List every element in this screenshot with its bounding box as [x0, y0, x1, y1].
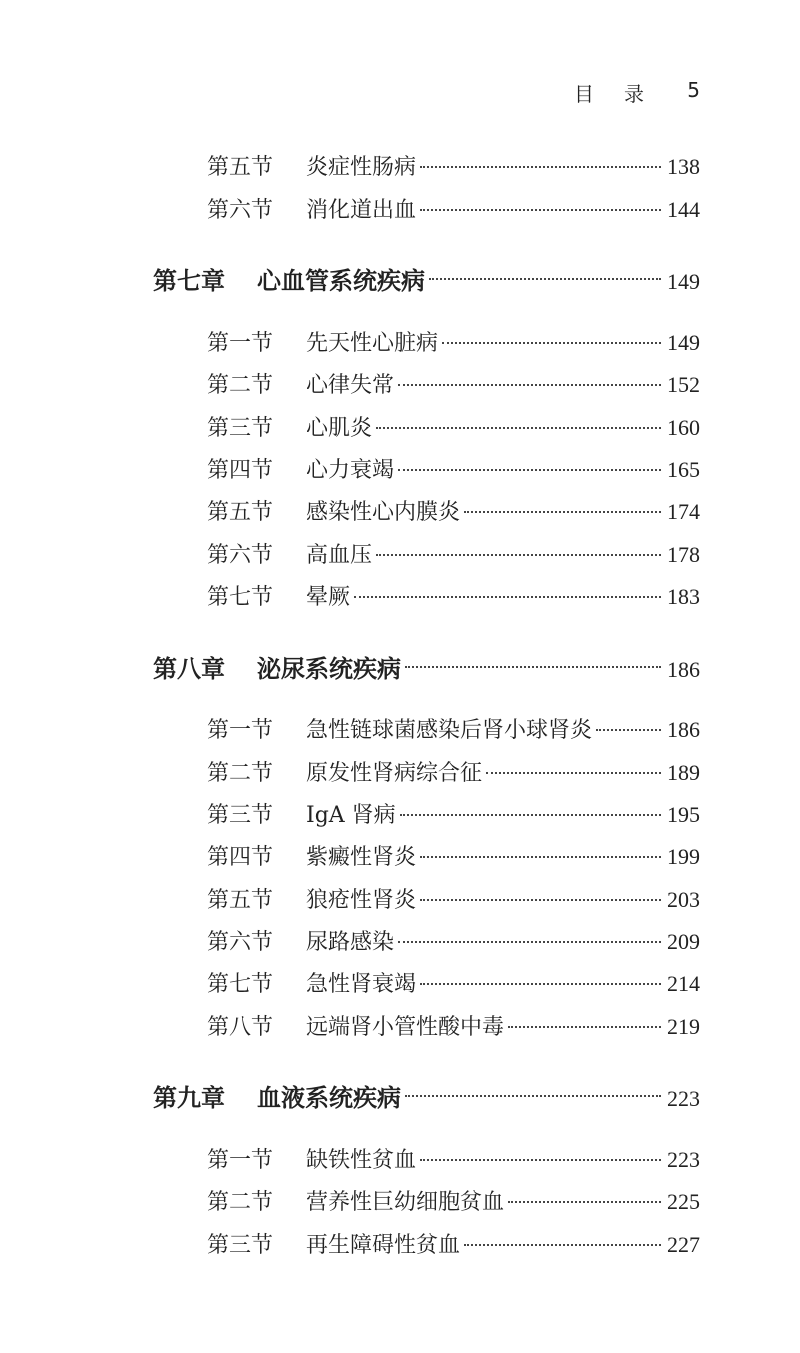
section-number: 第五节 [207, 155, 274, 180]
page-number: 214 [667, 971, 700, 996]
section-title: 远端肾小管性酸中毒 [306, 1015, 505, 1040]
section-title: 再生障碍性贫血 [306, 1233, 461, 1258]
toc-section-entry[interactable] [207, 326, 700, 356]
section-title: 急性肾衰竭 [306, 972, 417, 997]
header-page-number: 5 [687, 78, 700, 102]
toc-section-entry[interactable] [207, 453, 700, 483]
toc-section-entry[interactable] [207, 840, 700, 870]
dot-leader [429, 278, 661, 280]
section-title: 炎症性肠病 [306, 155, 417, 180]
dot-leader [420, 899, 661, 901]
dot-leader [405, 666, 661, 668]
dot-leader [398, 469, 661, 471]
page-number: 186 [667, 657, 700, 682]
section-title: 心律失常 [306, 373, 395, 398]
section-title: IgA 肾病 [306, 803, 396, 828]
section-number: 第二节 [207, 1190, 274, 1215]
dot-leader [398, 941, 661, 943]
toc-section-entry[interactable] [207, 150, 700, 180]
section-number: 第八节 [207, 1015, 274, 1040]
toc-section-entry[interactable] [207, 1228, 700, 1258]
section-number: 第二节 [207, 373, 274, 398]
toc-section-entry[interactable] [207, 798, 700, 828]
dot-leader [420, 1159, 661, 1161]
dot-leader [376, 554, 661, 556]
section-number: 第七节 [207, 972, 274, 997]
page-number: 152 [667, 372, 700, 397]
page-number: 178 [667, 542, 700, 567]
page-number: 174 [667, 499, 700, 524]
section-number: 第一节 [207, 331, 274, 356]
dot-leader [486, 772, 661, 774]
chapter-number: 第七章 [153, 267, 225, 295]
section-number: 第四节 [207, 845, 274, 870]
page-number: 199 [667, 844, 700, 869]
dot-leader [420, 209, 661, 211]
section-title: 紫癜性肾炎 [306, 845, 417, 870]
page-number: 160 [667, 415, 700, 440]
section-title: 高血压 [306, 543, 373, 568]
dot-leader [596, 729, 661, 731]
section-title: 心力衰竭 [306, 458, 395, 483]
page-number: 183 [667, 584, 700, 609]
page-number: 203 [667, 887, 700, 912]
section-number: 第四节 [207, 458, 274, 483]
dot-leader [398, 384, 661, 386]
toc-section-entry[interactable] [207, 538, 700, 568]
section-title: 心肌炎 [306, 416, 373, 441]
dot-leader [508, 1026, 661, 1028]
section-number: 第五节 [207, 888, 274, 913]
section-title: 营养性巨幼细胞贫血 [306, 1190, 505, 1215]
chapter-title: 心血管系统疾病 [257, 267, 425, 295]
page-number: 219 [667, 1014, 700, 1039]
toc-section-entry[interactable] [207, 883, 700, 913]
chapter-number: 第八章 [153, 655, 225, 683]
toc-section-entry[interactable] [207, 925, 700, 955]
toc-section-entry[interactable] [207, 495, 700, 525]
page-number: 223 [667, 1147, 700, 1172]
toc-section-entry[interactable] [207, 411, 700, 441]
page-number: 149 [667, 330, 700, 355]
section-number: 第五节 [207, 500, 274, 525]
toc-section-entry[interactable] [207, 580, 700, 610]
page-number: 138 [667, 154, 700, 179]
page-number: 227 [667, 1232, 700, 1257]
toc-section-entry[interactable] [207, 713, 700, 743]
dot-leader [354, 596, 661, 598]
toc-section-entry[interactable] [207, 1143, 700, 1173]
section-number: 第六节 [207, 198, 274, 223]
toc-chapter-entry[interactable] [153, 649, 700, 681]
section-title: 缺铁性贫血 [306, 1148, 417, 1173]
dot-leader [508, 1201, 661, 1203]
page-number: 225 [667, 1189, 700, 1214]
toc-section-entry[interactable] [207, 368, 700, 398]
section-title: 感染性心内膜炎 [306, 500, 461, 525]
section-title: 狼疮性肾炎 [306, 888, 417, 913]
toc-chapter-entry[interactable] [153, 261, 700, 293]
dot-leader [464, 1244, 661, 1246]
toc-section-entry[interactable] [207, 1010, 700, 1040]
section-title: 原发性肾病综合征 [306, 761, 483, 786]
page-number: 223 [667, 1086, 700, 1111]
header-title: 目录 [574, 82, 674, 106]
section-number: 第七节 [207, 585, 274, 610]
chapter-title: 血液系统疾病 [257, 1084, 401, 1112]
section-number: 第三节 [207, 416, 274, 441]
page-number: 189 [667, 760, 700, 785]
dot-leader [442, 342, 661, 344]
section-number: 第一节 [207, 1148, 274, 1173]
section-title: 先天性心脏病 [306, 331, 439, 356]
toc-section-entry[interactable] [207, 967, 700, 997]
section-number: 第三节 [207, 803, 274, 828]
dot-leader [420, 166, 661, 168]
toc-section-entry[interactable] [207, 193, 700, 223]
dot-leader [420, 983, 661, 985]
section-title: 消化道出血 [306, 198, 417, 223]
page-number: 149 [667, 269, 700, 294]
chapter-number: 第九章 [153, 1084, 225, 1112]
section-title: 急性链球菌感染后肾小球肾炎 [306, 718, 593, 743]
section-number: 第六节 [207, 543, 274, 568]
dot-leader [464, 511, 661, 513]
dot-leader [400, 814, 661, 816]
section-number: 第三节 [207, 1233, 274, 1258]
section-title: 尿路感染 [306, 930, 395, 955]
page-number: 186 [667, 717, 700, 742]
dot-leader [405, 1095, 661, 1097]
section-number: 第二节 [207, 761, 274, 786]
page-number: 209 [667, 929, 700, 954]
dot-leader [420, 856, 661, 858]
section-title: 晕厥 [306, 585, 351, 610]
dot-leader [376, 427, 661, 429]
page-number: 195 [667, 802, 700, 827]
toc-section-entry[interactable] [207, 756, 700, 786]
toc-section-entry[interactable] [207, 1185, 700, 1215]
section-number: 第一节 [207, 718, 274, 743]
page-number: 144 [667, 197, 700, 222]
toc-chapter-entry[interactable] [153, 1078, 700, 1110]
chapter-title: 泌尿系统疾病 [257, 655, 401, 683]
section-number: 第六节 [207, 930, 274, 955]
page-number: 165 [667, 457, 700, 482]
